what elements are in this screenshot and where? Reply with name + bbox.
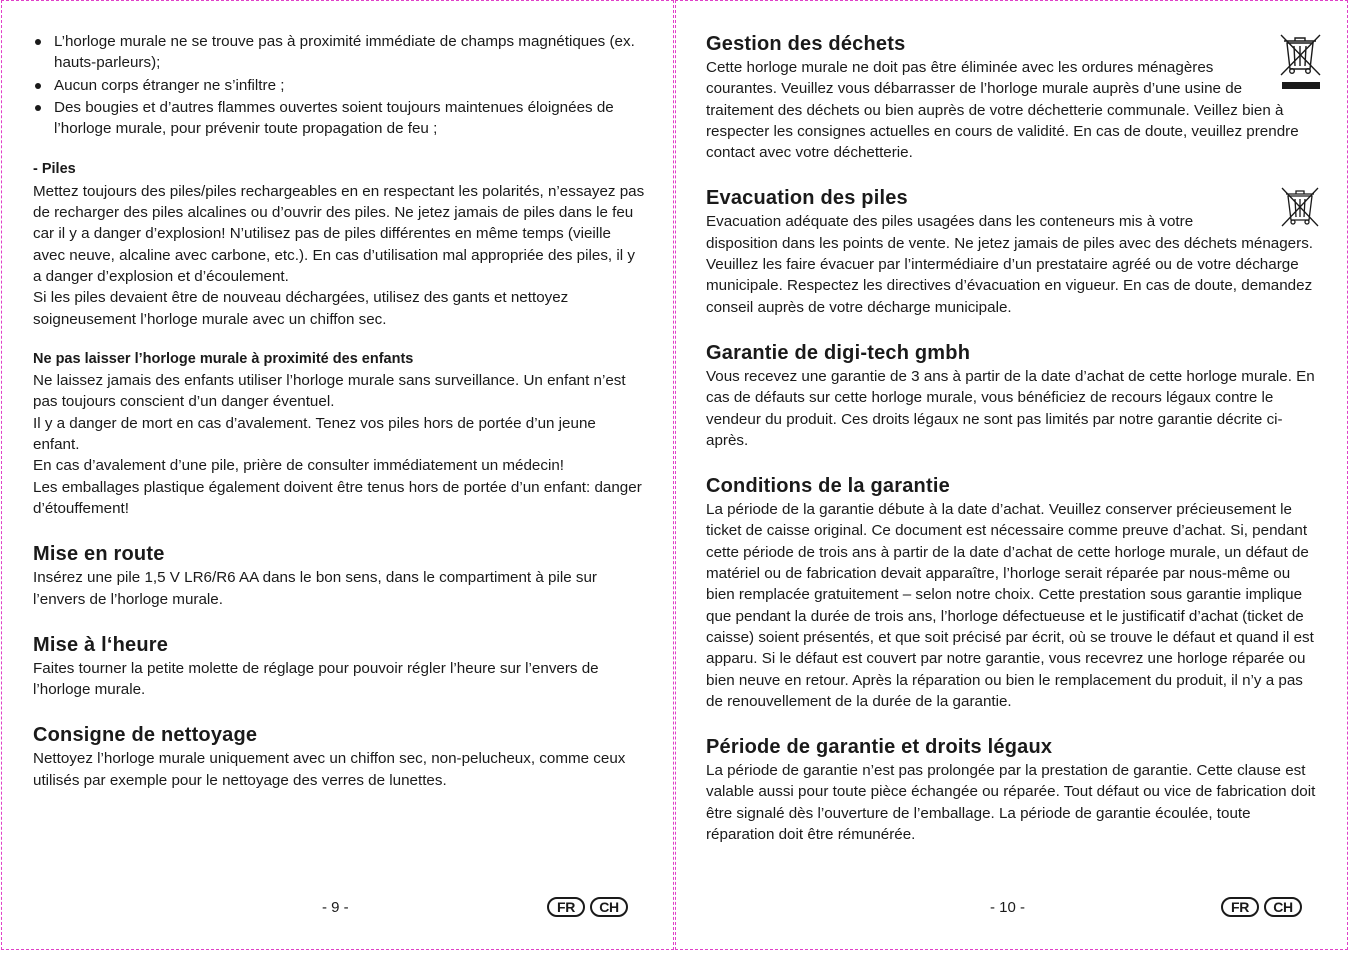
children-paragraph: En cas d’avalement d’une pile, prière de consulter immédiatement un médecin! (33, 457, 565, 475)
section-title-garantie: Garantie de digi-tech gmbh (706, 341, 971, 364)
section-title-nettoyage: Consigne de nettoyage (33, 724, 258, 747)
children-paragraph: Il y a danger de mort en cas d’avalement. Tenez vos piles hors de portée d’un jeune enfant. (33, 414, 596, 454)
battery-bin-icon (1278, 185, 1326, 229)
section-title-evacuation-piles: Evacuation des piles (706, 187, 908, 210)
country-badges (1221, 897, 1302, 917)
section-text-garantie: Vous recevez une garantie de 3 ans à partir de la date d’achat de cette horloge murale. En cas de défauts sur cette horloge murale, vous bénéficiez de recours légaux contre le vendeur du produit. Ces droits légaux ne sont pas limités par notre garantie décrite ci-après. (706, 367, 1315, 449)
section-title-mise-a-l-heure: Mise à l‘heure (33, 633, 169, 656)
page-number: - 10 - (990, 899, 1026, 916)
badge-fr: FR (1221, 897, 1259, 917)
left-page-content (33, 31, 645, 791)
badge-ch: CH (1264, 897, 1302, 917)
section-text-dechets: Cette horloge murale ne doit pas être éliminée avec les ordures ménagères courantes. Veuillez vous débarrasser de l’horloge murale auprès d’une usine de traitement des déchets ou bien auprès de votre déchetterie communale. Veillez bien à respecter les consignes actuelles en cours de validité. En cas de doute, veuillez prendre contact avec votre déchetterie. (706, 59, 1299, 162)
section-text-mise-en-route: Insérez une pile 1,5 V LR6/R6 AA dans le bon sens, dans le compartiment à pile sur l’envers de l’horloge murale. (33, 569, 597, 608)
badge-ch: CH (590, 897, 628, 917)
section-text-nettoyage: Nettoyez l’horloge murale uniquement avec un chiffon sec, non-pelucheux, comme ceux utilisés par exemple pour le nettoyage des verres de lunettes. (33, 750, 626, 789)
piles-paragraph: Si les piles devaient être de nouveau déchargées, utilisez des gants et nettoyez soigneusement l’horloge murale avec un chiffon sec. (33, 289, 569, 328)
section-text-periode: La période de garantie n’est pas prolongée par la prestation de garantie. Cette clause est valable aussi pour toute pièce échangée ou réparée. Tout défaut ou vice de fabrication doit être signalé dès l’ouverture de l’emballage. La période de garantie écoulée, toute réparation doit être rémunérée. (706, 762, 1316, 844)
section-title-conditions: Conditions de la garantie (706, 475, 950, 498)
bullet-item: Aucun corps étranger ne s’infiltre ; (33, 75, 645, 96)
children-paragraph: Les emballages plastique également doivent être tenus hors de portée d’un enfant: danger d’étouffement! (33, 478, 642, 517)
country-badges (547, 897, 628, 917)
piles-paragraph: Mettez toujours des piles/piles rechargeables en en respectant les polarités, n’essayez pas de recharger des piles alcalines ou d’ouvrir des piles. Ne jetez jamais de piles dans le feu car il y a danger d’explosion! N’utilisez pas de piles différentes en même temps (vieille avec neuve, alcaline avec carbone, etc.). En cas d’utilisation mal appropriée des piles, il y a danger d’explosion et d’écoulement. (33, 182, 645, 285)
badge-fr: FR (547, 897, 585, 917)
safety-bullet-list (33, 31, 645, 139)
left-page (1, 0, 674, 950)
section-text-mise-a-l-heure: Faites tourner la petite molette de réglage pour pouvoir régler l’heure sur l’envers de l’horloge murale. (33, 659, 599, 699)
right-page (675, 0, 1348, 950)
section-title-mise-en-route: Mise en route (33, 543, 165, 566)
page-number: - 9 - (322, 899, 349, 916)
section-title-dechets: Gestion des déchets (706, 33, 906, 55)
bullet-item: Des bougies et d’autres flammes ouvertes soient toujours maintenues éloignées de l’horloge murale, pour prévenir toute propagation de feu ; (33, 97, 645, 140)
bullet-item: L’horloge murale ne se trouve pas à proximité immédiate de champs magnétiques (ex. hauts-parleurs); (33, 31, 645, 74)
piles-subheading: - Piles (33, 161, 76, 178)
weee-bin-icon (1278, 31, 1326, 91)
children-paragraph: Ne laissez jamais des enfants utiliser l’horloge murale sans surveillance. Un enfant n’est pas toujours conscient d’un danger éventuel. (33, 372, 626, 411)
right-page-content (706, 31, 1318, 845)
children-subheading: Ne pas laisser l’horloge murale à proximité des enfants (33, 350, 414, 367)
section-text-conditions: La période de la garantie débute à la date d’achat. Veuillez conserver précieusement le ticket de caisse original. Ce document est nécessaire comme preuve d’achat. Si, pendant cette période de trois ans à partir de la date d’achat de cette horloge murale, un défaut de matériel ou de fabrication devait apparaître, l’horloge serait réparée par nous-même ou bien remplacée gratuitement – selon notre choix. Cette prestation sous garantie implique que pendant la durée de trois ans, l’horloge défectueuse et le justificatif d’achat (ticket de caisse) soient présentés, et que soit précisé par écrit, où se trouve le défaut et quand il est apparu. Si le défaut est couvert par notre garantie, vous recevrez une horloge réparée ou bien neuve en retour. Après la réparation ou bien le remplacement du produit, il n’y a pas de renouvellement de la durée de la garantie. (706, 501, 1314, 710)
section-title-periode: Période de garantie et droits légaux (706, 736, 1053, 759)
section-text-evacuation-piles: Evacuation adéquate des piles usagées dans les conteneurs mis à votre disposition dans les points de vente. Ne jetez jamais de piles avec des déchets ménagers. Veuillez les faire évacuer par l’intermédiaire d’un prestataire agréé ou de votre décharge municipale. Respectez les directives d’évacuation en vigueur. En cas de doute, demandez conseil auprès de votre décharge municipale. (706, 213, 1314, 316)
